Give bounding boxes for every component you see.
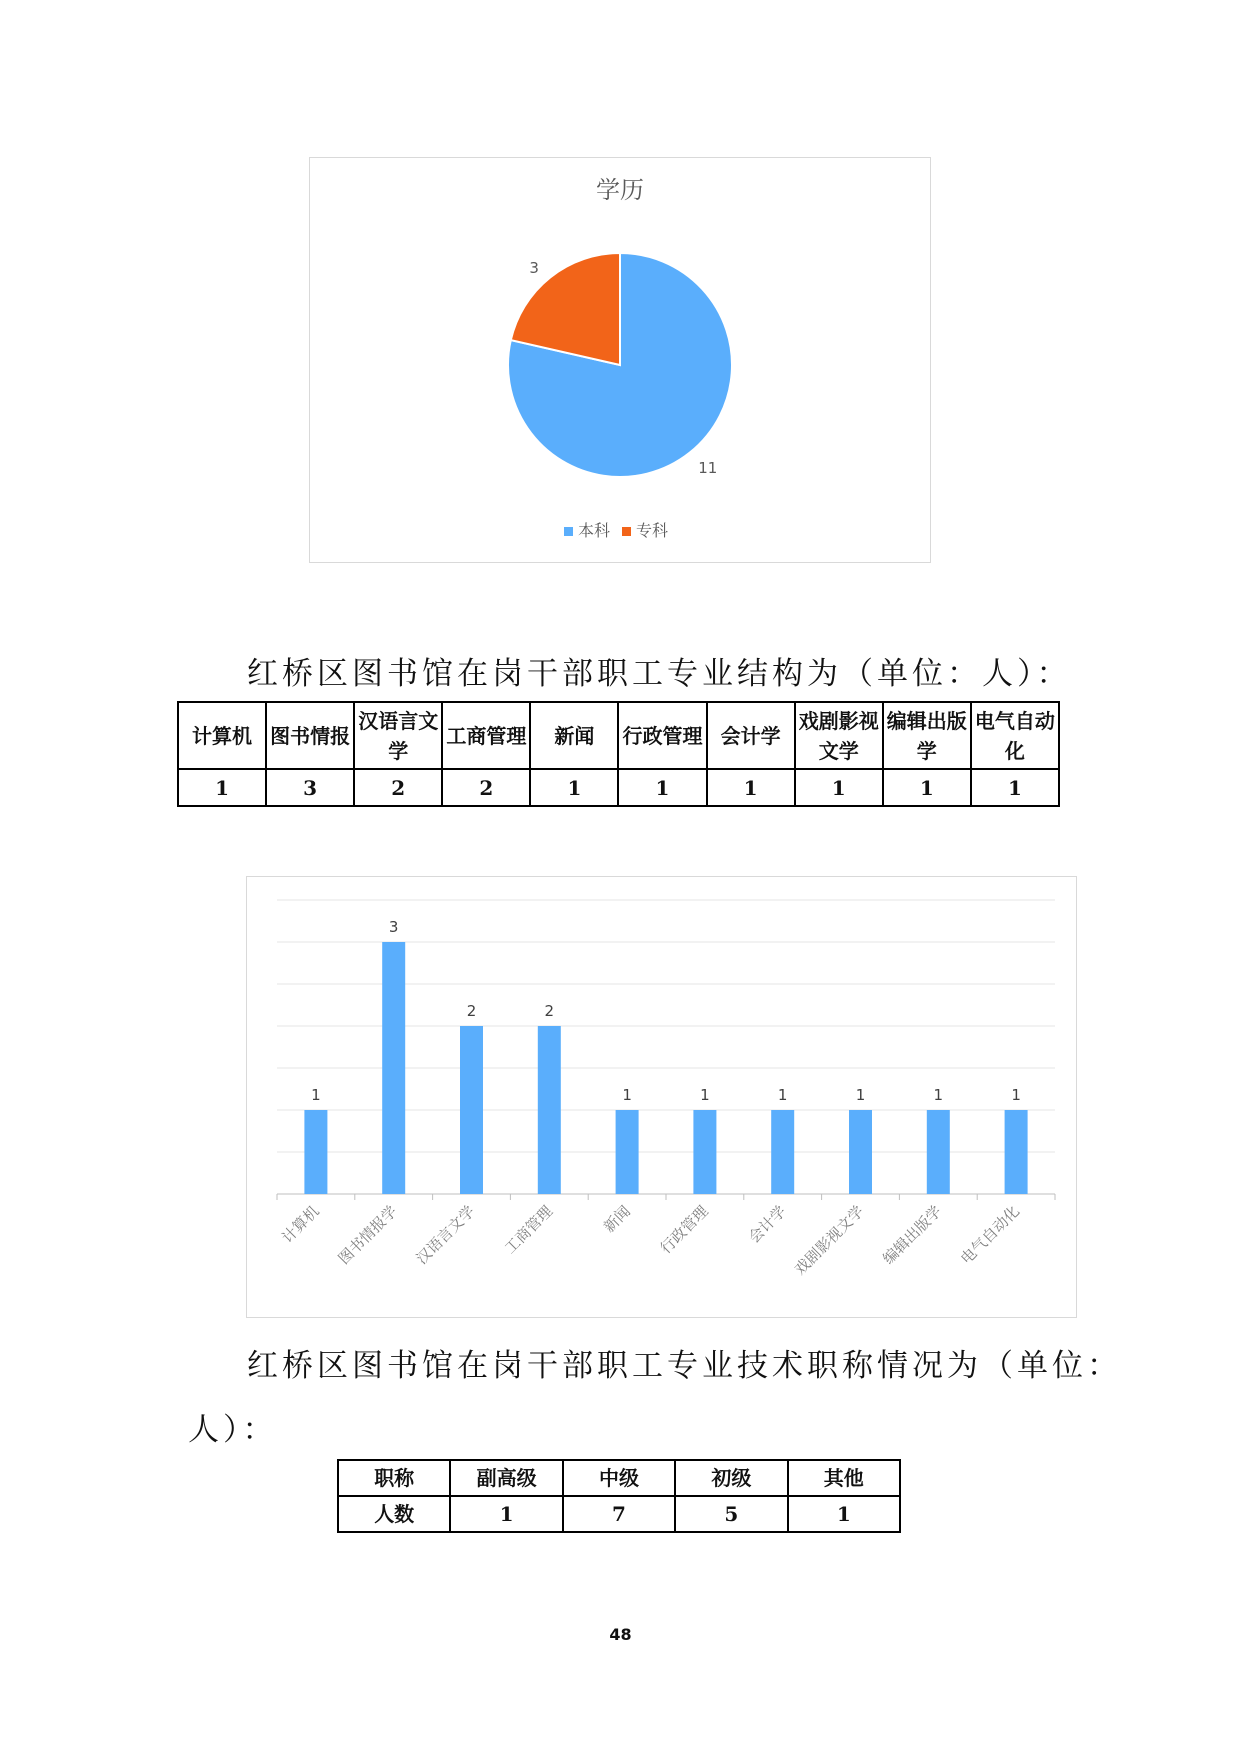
bar <box>927 1110 950 1194</box>
bar <box>538 1026 561 1194</box>
bar-data-label: 1 <box>700 1086 710 1104</box>
table-header-cell: 图书情报 <box>266 702 354 769</box>
table-header-cell: 其他 <box>788 1460 900 1496</box>
bar <box>460 1026 483 1194</box>
bar-data-label: 2 <box>466 1002 477 1020</box>
x-tick-label: 戏剧影视文学 <box>790 1202 868 1279</box>
x-tick-label: 图书情报学 <box>334 1202 401 1268</box>
bar-data-label: 1 <box>855 1086 866 1104</box>
table-cell: 1 <box>530 769 618 806</box>
education-pie-chart <box>309 157 931 563</box>
major-bar-chart <box>246 876 1077 1318</box>
table-cell: 7 <box>563 1496 675 1532</box>
table-header-cell: 编辑出版学 <box>883 702 971 769</box>
table-header-cell: 行政管理 <box>618 702 706 769</box>
bar-data-label: 2 <box>544 1002 555 1020</box>
table-header-cell: 副高级 <box>450 1460 562 1496</box>
legend-label: 专科 <box>636 521 669 540</box>
x-tick-label: 计算机 <box>278 1202 323 1247</box>
table-header-cell: 中级 <box>563 1460 675 1496</box>
title-structure-value-row <box>338 1496 900 1532</box>
pie-data-label: 11 <box>698 459 718 478</box>
bar-chart-canvas <box>247 877 1078 1319</box>
bar-data-label: 1 <box>1011 1086 1021 1104</box>
table-header-cell: 汉语言文学 <box>354 702 442 769</box>
major-structure-header-row <box>178 702 1059 769</box>
bar-data-label: 1 <box>933 1086 944 1104</box>
x-tick-label: 会计学 <box>744 1202 790 1247</box>
table-cell: 5 <box>675 1496 787 1532</box>
bar <box>382 942 405 1194</box>
x-tick-label: 新闻 <box>599 1202 634 1237</box>
bar <box>616 1110 639 1194</box>
table-cell: 1 <box>971 769 1059 806</box>
bar-data-label: 3 <box>388 918 399 936</box>
table-header-cell: 工商管理 <box>442 702 530 769</box>
bar <box>849 1110 872 1194</box>
major-structure-value-row <box>178 769 1059 806</box>
bar-data-label: 1 <box>622 1086 632 1104</box>
table-header-cell: 初级 <box>675 1460 787 1496</box>
bar <box>693 1110 716 1194</box>
table-cell: 2 <box>354 769 442 806</box>
table-cell: 1 <box>795 769 883 806</box>
legend-swatch <box>564 527 573 536</box>
bar-data-label: 1 <box>311 1086 321 1104</box>
table-cell: 1 <box>618 769 706 806</box>
table-cell: 1 <box>450 1496 562 1532</box>
title-structure-table <box>337 1459 901 1533</box>
table-cell: 1 <box>178 769 266 806</box>
table-cell: 1 <box>883 769 971 806</box>
major-structure-heading: 红桥区图书馆在岗干部职工专业结构为（单位：人）： <box>247 656 1072 692</box>
bar <box>304 1110 327 1194</box>
x-tick-label: 编辑出版学 <box>879 1202 946 1268</box>
x-tick-label: 行政管理 <box>656 1202 712 1258</box>
table-header-cell: 职称 <box>338 1460 450 1496</box>
bar <box>771 1110 794 1194</box>
table-header-cell: 会计学 <box>707 702 795 769</box>
legend-swatch <box>622 527 631 536</box>
title-structure-heading-line1: 红桥区图书馆在岗干部职工专业技术职称情况为（单位： <box>247 1348 1122 1384</box>
table-header-cell: 新闻 <box>530 702 618 769</box>
table-row-label: 人数 <box>338 1496 450 1532</box>
legend-label: 本科 <box>578 521 611 540</box>
bar-data-label: 1 <box>777 1086 788 1104</box>
table-cell: 2 <box>442 769 530 806</box>
title-structure-heading-line2: 人）： <box>188 1412 278 1448</box>
title-structure-header-row <box>338 1460 900 1496</box>
table-header-cell: 戏剧影视文学 <box>795 702 883 769</box>
bar <box>1005 1110 1028 1194</box>
page-number: 48 <box>609 1625 632 1644</box>
x-tick-label: 电气自动化 <box>957 1202 1023 1268</box>
table-cell: 3 <box>266 769 354 806</box>
table-header-cell: 计算机 <box>178 702 266 769</box>
pie-data-label: 3 <box>529 258 539 277</box>
pie-chart-canvas <box>310 158 932 564</box>
table-header-cell: 电气自动化 <box>971 702 1059 769</box>
table-cell: 1 <box>788 1496 900 1532</box>
major-structure-table <box>177 701 1060 807</box>
pie-chart-title: 学历 <box>596 176 644 204</box>
table-cell: 1 <box>707 769 795 806</box>
x-tick-label: 工商管理 <box>500 1202 557 1258</box>
x-tick-label: 汉语言文学 <box>412 1202 479 1268</box>
